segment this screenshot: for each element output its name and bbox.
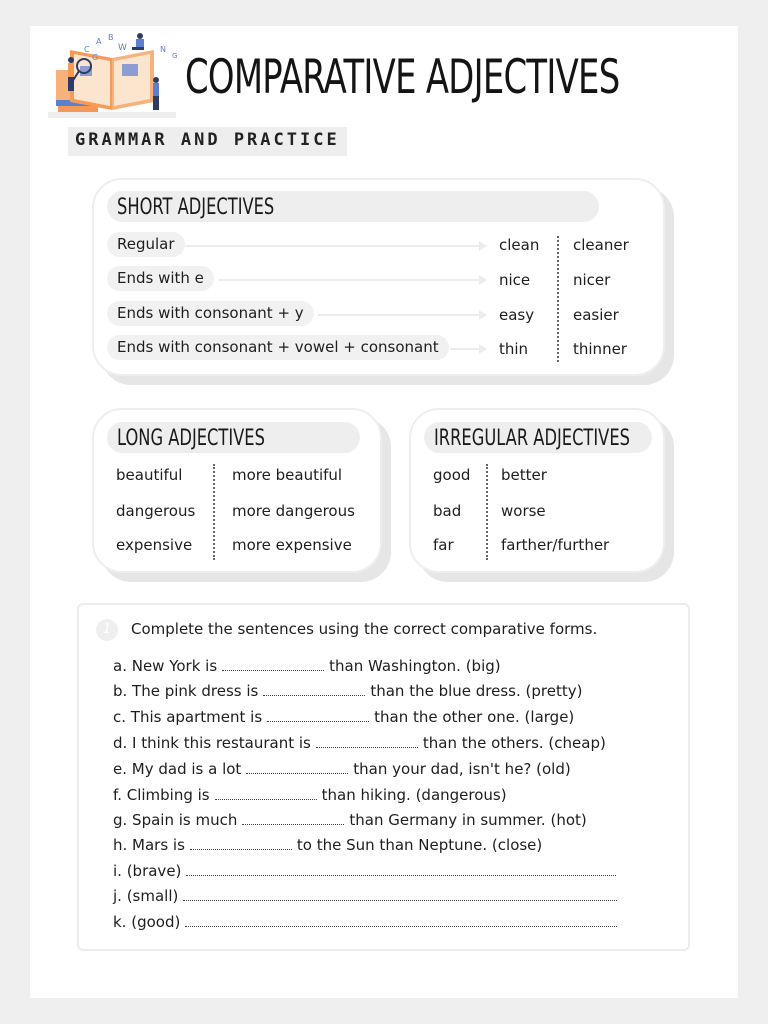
letter-c: C bbox=[84, 45, 90, 54]
exercise-line-b: b. The pink dress is than the blue dress. (pretty) bbox=[113, 682, 583, 700]
letter-b: B bbox=[108, 33, 114, 42]
short-base-cvc: thin bbox=[499, 340, 529, 358]
short-base-ends-e: nice bbox=[499, 271, 531, 289]
answer-blank[interactable] bbox=[222, 659, 324, 671]
answer-blank[interactable] bbox=[263, 684, 365, 696]
letter-g: G bbox=[92, 53, 99, 62]
answer-blank[interactable] bbox=[183, 889, 617, 901]
irregular-base-bad: bad bbox=[433, 502, 462, 520]
irregular-adjectives-title: IRREGULAR ADJECTIVES bbox=[424, 422, 652, 453]
exercise-line-g: g. Spain is much than Germany in summer. (hot) bbox=[113, 811, 587, 829]
irregular-base-far: far bbox=[433, 536, 454, 554]
reading-illustration bbox=[48, 30, 176, 118]
answer-blank[interactable] bbox=[185, 915, 617, 927]
exercise-line-e: e. My dad is a lot than your dad, isn't he? (old) bbox=[113, 760, 571, 778]
irregular-comparative-bad: worse bbox=[501, 502, 546, 520]
exercise-line-j: j. (small) bbox=[113, 887, 622, 905]
answer-blank[interactable] bbox=[242, 813, 344, 825]
answer-blank[interactable] bbox=[267, 710, 369, 722]
short-rule-cvc: Ends with consonant + vowel + consonant bbox=[107, 335, 449, 360]
answer-blank[interactable] bbox=[190, 838, 292, 850]
exercise-line-a: a. New York is than Washington. (big) bbox=[113, 657, 501, 675]
short-rule-consonant-y: Ends with consonant + y bbox=[107, 301, 314, 326]
long-base-dangerous: dangerous bbox=[116, 502, 196, 520]
long-divider bbox=[213, 464, 215, 560]
exercise-line-k: k. (good) bbox=[113, 913, 622, 931]
exercise-line-d: d. I think this restaurant is than the others. (cheap) bbox=[113, 734, 606, 752]
short-comparative-regular: cleaner bbox=[573, 236, 629, 254]
letter-g-2: G bbox=[172, 52, 178, 60]
short-comparative-cvc: thinner bbox=[573, 340, 627, 358]
letter-a: A bbox=[96, 37, 102, 46]
arrow-ends-e bbox=[218, 279, 485, 281]
arrow-regular bbox=[185, 245, 485, 247]
exercise-line-f: f. Climbing is than hiking. (dangerous) bbox=[113, 786, 507, 804]
letter-w: W bbox=[118, 43, 127, 53]
long-base-beautiful: beautiful bbox=[116, 466, 183, 484]
page-title: COMPARATIVE ADJECTIVES bbox=[185, 50, 620, 105]
arrow-consonant-y bbox=[318, 314, 485, 316]
long-comparative-expensive: more expensive bbox=[232, 536, 352, 554]
long-base-expensive: expensive bbox=[116, 536, 193, 554]
short-rule-regular: Regular bbox=[107, 232, 185, 257]
exercise-line-i: i. (brave) bbox=[113, 862, 621, 880]
short-base-regular: clean bbox=[499, 236, 540, 254]
answer-blank[interactable] bbox=[186, 864, 616, 876]
page-subtitle: GRAMMAR AND PRACTICE bbox=[68, 127, 347, 156]
letter-n: N bbox=[160, 45, 166, 54]
exercise-number-badge: 1 bbox=[96, 619, 118, 641]
answer-blank[interactable] bbox=[246, 762, 348, 774]
short-adjectives-title: SHORT ADJECTIVES bbox=[107, 191, 599, 222]
long-adjectives-title: LONG ADJECTIVES bbox=[107, 422, 360, 453]
irregular-comparative-far: farther/further bbox=[501, 536, 610, 554]
exercise-line-h: h. Mars is to the Sun than Neptune. (close) bbox=[113, 836, 543, 854]
short-comparative-ends-e: nicer bbox=[573, 271, 611, 289]
short-rule-ends-e: Ends with e bbox=[107, 266, 214, 291]
long-comparative-dangerous: more dangerous bbox=[232, 502, 355, 520]
answer-blank[interactable] bbox=[316, 736, 418, 748]
short-divider bbox=[557, 236, 559, 362]
exercise-instruction: Complete the sentences using the correct comparative forms. bbox=[131, 620, 598, 638]
irregular-base-good: good bbox=[433, 466, 471, 484]
short-comparative-consonant-y: easier bbox=[573, 306, 619, 324]
irregular-divider bbox=[486, 464, 488, 560]
arrow-cvc bbox=[450, 348, 485, 350]
irregular-comparative-good: better bbox=[501, 466, 547, 484]
exercise-line-c: c. This apartment is than the other one. (large) bbox=[113, 708, 575, 726]
short-base-consonant-y: easy bbox=[499, 306, 535, 324]
answer-blank[interactable] bbox=[215, 788, 317, 800]
long-comparative-beautiful: more beautiful bbox=[232, 466, 343, 484]
